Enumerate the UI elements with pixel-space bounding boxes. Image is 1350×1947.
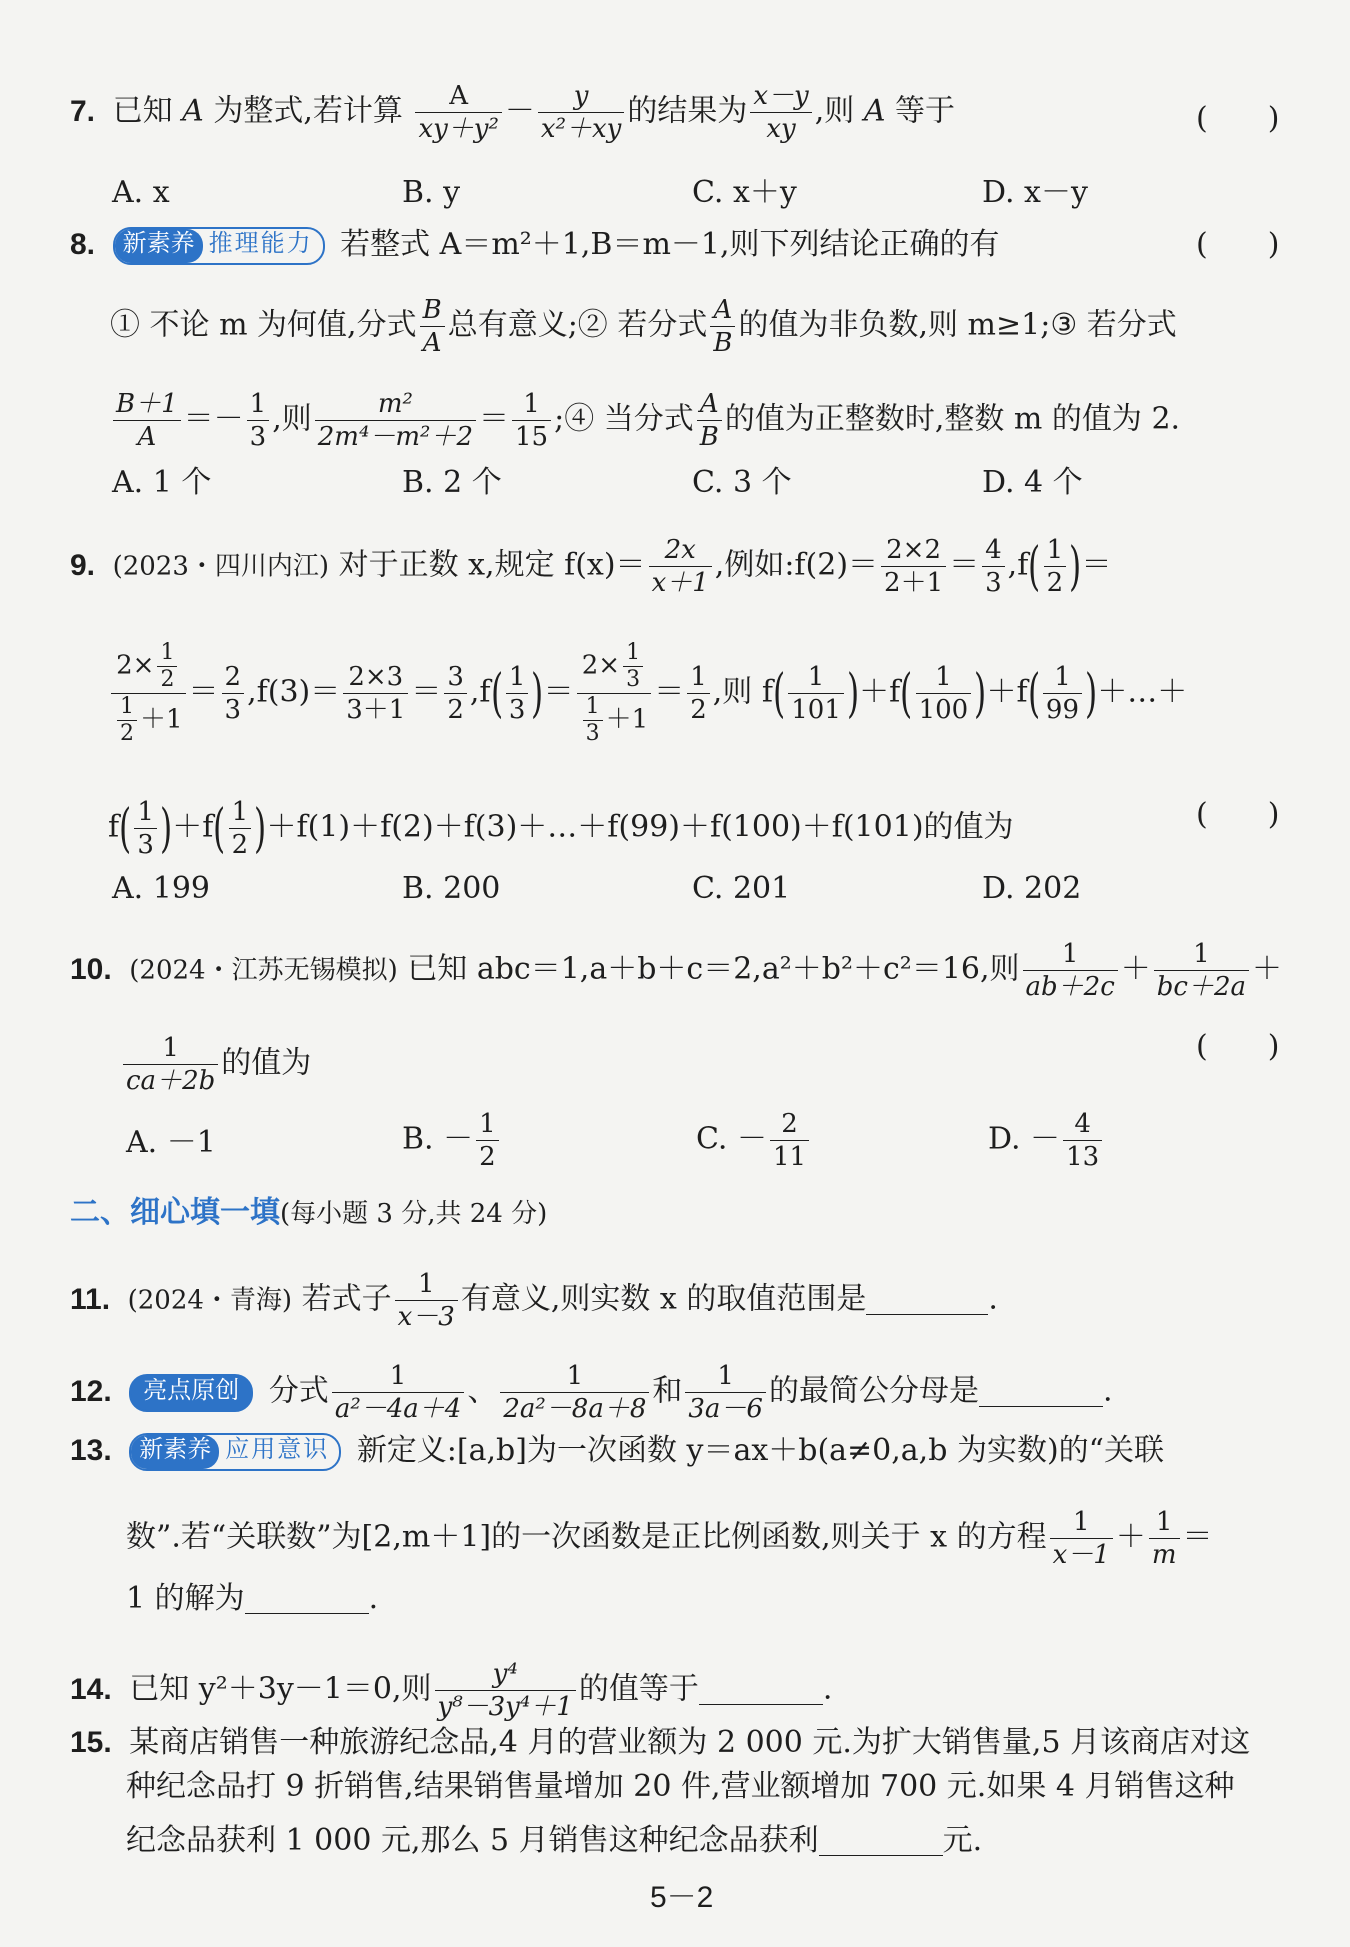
answer-paren[interactable]: ( ) [1196,1029,1280,1064]
option-a[interactable]: A. －1 [126,1125,216,1160]
option-d[interactable]: D. x－y [982,175,1088,210]
page-number: 5－2 [650,1881,714,1914]
question-8-line-3: $\frac{B+1}{A}$ ＝－ $\frac{1}{3}$ ,则 $\frac{\text{m²}}{\text{2m⁴－m²＋2}}$ ＝ $\frac{1}{15}$ ;④ 当分式 $\frac{A}{B}$ 的值为正整数时,整数 m 的值为 2. [110,388,1180,453]
option-d[interactable]: D. － $\frac{4}{13}$ [988,1108,1105,1173]
source-tag: (2024・江苏无锡模拟) [129,955,398,986]
section-heading: 二、细心填一填(每小题 3 分,共 24 分) [70,1196,548,1229]
literacy-badge: 新素养 应用意识 [129,1433,341,1471]
original-badge: 亮点原创 [129,1374,253,1412]
text: 已知 [112,93,173,129]
question-15-line-2: 种纪念品打 9 折销售,结果销售量增加 20 件,营业额增加 700 元.如果 4 月销售这种 [126,1769,1235,1804]
answer-blank[interactable] [819,1825,943,1856]
question-8-stem [70,226,1000,265]
option-d[interactable]: D. 202 [982,871,1082,906]
question-number: 15. [70,1726,112,1759]
question-13-stem: 13. 新素养 应用意识 新定义:[a,b]为一次函数 y＝ax＋b(a≠0,a,b 为实数)的“关联 [70,1432,1164,1471]
text: 若整式 A＝m²＋1,B＝m－1,则下列结论正确的有 [340,227,1000,262]
text: 为整式,若计算 [213,93,403,129]
option-d[interactable]: D. 4 个 [982,465,1083,500]
literacy-badge: 新素养 推理能力 [113,227,325,265]
answer-paren[interactable]: ( ) [1196,227,1280,262]
question-10-line-2: $\frac{1}{ca+2b}$ 的值为 [120,1032,311,1097]
question-number: 12. [70,1374,112,1408]
option-a[interactable]: A. 199 [112,871,210,906]
var: A [182,93,204,129]
question-15-line-3: 纪念品获利 1 000 元,那么 5 月销售这种纪念品获利 元. [126,1823,983,1858]
source-tag: (2023・四川内江) [112,551,330,582]
option-b[interactable]: B. y [402,175,461,210]
question-8-line-2: ① 不论 m 为何值,分式 $\frac{B}{A}$ 总有意义;② 若分式 $\frac{A}{B}$ 的值为非负数,则 m≥1;③ 若分式 [110,295,1177,358]
text: ,则 [814,93,855,129]
fraction: $\frac{A}{\text{xy＋y²}}$ [415,80,501,145]
question-9-line-2: 2× $\frac{1}{2}$ $\frac{1}{2}$ ＋1 ＝ $\frac{2}{3}$ ,f(3)＝ $\frac{2\times 3}{3+1}$ ＝ $\frac{3}{2}$ ,f( $\frac{1}{3}$ )＝ 2× $\frac{1}{3}$ $\frac{1}{3}$ ＋1 ＝ $\frac{1}{2}$ ,则 f( $\frac{1}{101}$ )＋f( $\frac{1}{100}$ )＋f( $\frac{1}{99}$ )＋…＋ [108,640,1187,747]
question-9-stem: 9. (2023・四川内江) 对于正数 x,规定 f(x)＝ $\frac{2x}{x+1}$ ,例如:f(2)＝ $\frac{2\times 2}{2+1}$ ＝ $\frac{4}{3}$ ,f( $\frac{1}{2}$ )＝ [70,535,1112,598]
option-a[interactable]: A. 1 个 [112,465,212,500]
minus: － [504,93,535,129]
text: 的结果为 [627,93,748,129]
answer-blank[interactable] [245,1583,369,1614]
option-c[interactable]: C. x＋y [692,175,797,210]
question-10-stem: 10. (2024・江苏无锡模拟) 已知 abc＝1,a＋b＋c＝2,a²＋b²＋c²＝16,则 $\frac{1}{ab+2c}$ ＋ $\frac{1}{bc+2a}$ ＋ [70,939,1283,1002]
question-number: 8. [70,228,96,261]
question-number: 9. [70,548,96,582]
source-tag: (2024・青海) [127,1285,293,1316]
option-c[interactable]: C. 201 [692,871,791,906]
answer-paren[interactable]: ( ) [1196,101,1280,136]
option-a[interactable]: A. x [112,175,170,210]
question-number: 13. [70,1434,112,1467]
question-12: 12. 亮点原创 分式 $\frac{1}{\text{a²－4a＋4}}$ 、 $\frac{1}{\text{2a²－8a＋8}}$ 和 $\frac{1}{3a-6}$ 的最简公分母是 . [70,1361,1113,1424]
question-13-line-3: 1 的解为 . [126,1581,379,1616]
question-11: 11. (2024・青海) 若式子 $\frac{1}{x-3}$ 有意义,则实数 x 的取值范围是 . [70,1269,998,1332]
option-c[interactable]: C. － $\frac{2}{11}$ [696,1108,812,1173]
question-number: 14. [70,1672,112,1706]
question-9-line-3: f( $\frac{1}{3}$ )＋f( $\frac{1}{2}$ )＋f(1)＋f(2)＋f(3)＋…＋f(99)＋f(100)＋f(101)的值为 [108,797,1014,860]
option-c[interactable]: C. 3 个 [692,465,792,500]
question-15-line-1: 15. 某商店销售一种旅游纪念品,4 月的营业额为 2 000 元.为扩大销售量,5 月该商店对这 [70,1725,1251,1760]
option-b[interactable]: B. 200 [402,871,501,906]
text: 等于 [895,93,956,129]
answer-blank[interactable] [699,1674,823,1705]
option-b[interactable]: B. － $\frac{1}{2}$ [402,1108,502,1173]
fraction: $\frac{x-y}{xy}$ [750,80,811,145]
answer-paren[interactable]: ( ) [1196,797,1280,832]
question-number: 10. [70,952,112,986]
question-13-line-2: 数”.若“关联数”为[2,m＋1]的一次函数是正比例函数,则关于 x 的方程 $\frac{1}{x-1}$ ＋ $\frac{1}{m}$ ＝ [126,1507,1213,1570]
question-number: 7. [70,94,96,128]
fraction: $\frac{y}{\text{x²＋xy}}$ [538,80,624,145]
option-b[interactable]: B. 2 个 [402,465,502,500]
answer-blank[interactable] [979,1376,1103,1407]
question-14: 14. 已知 y²＋3y－1＝0,则 $\frac{\text{y⁴}}{\text{y⁸－3y⁴＋1}}$ 的值等于 . [70,1659,833,1722]
answer-blank[interactable] [866,1284,988,1315]
question-number: 11. [70,1282,111,1316]
var: A [863,93,886,129]
question-7-stem [70,80,955,145]
